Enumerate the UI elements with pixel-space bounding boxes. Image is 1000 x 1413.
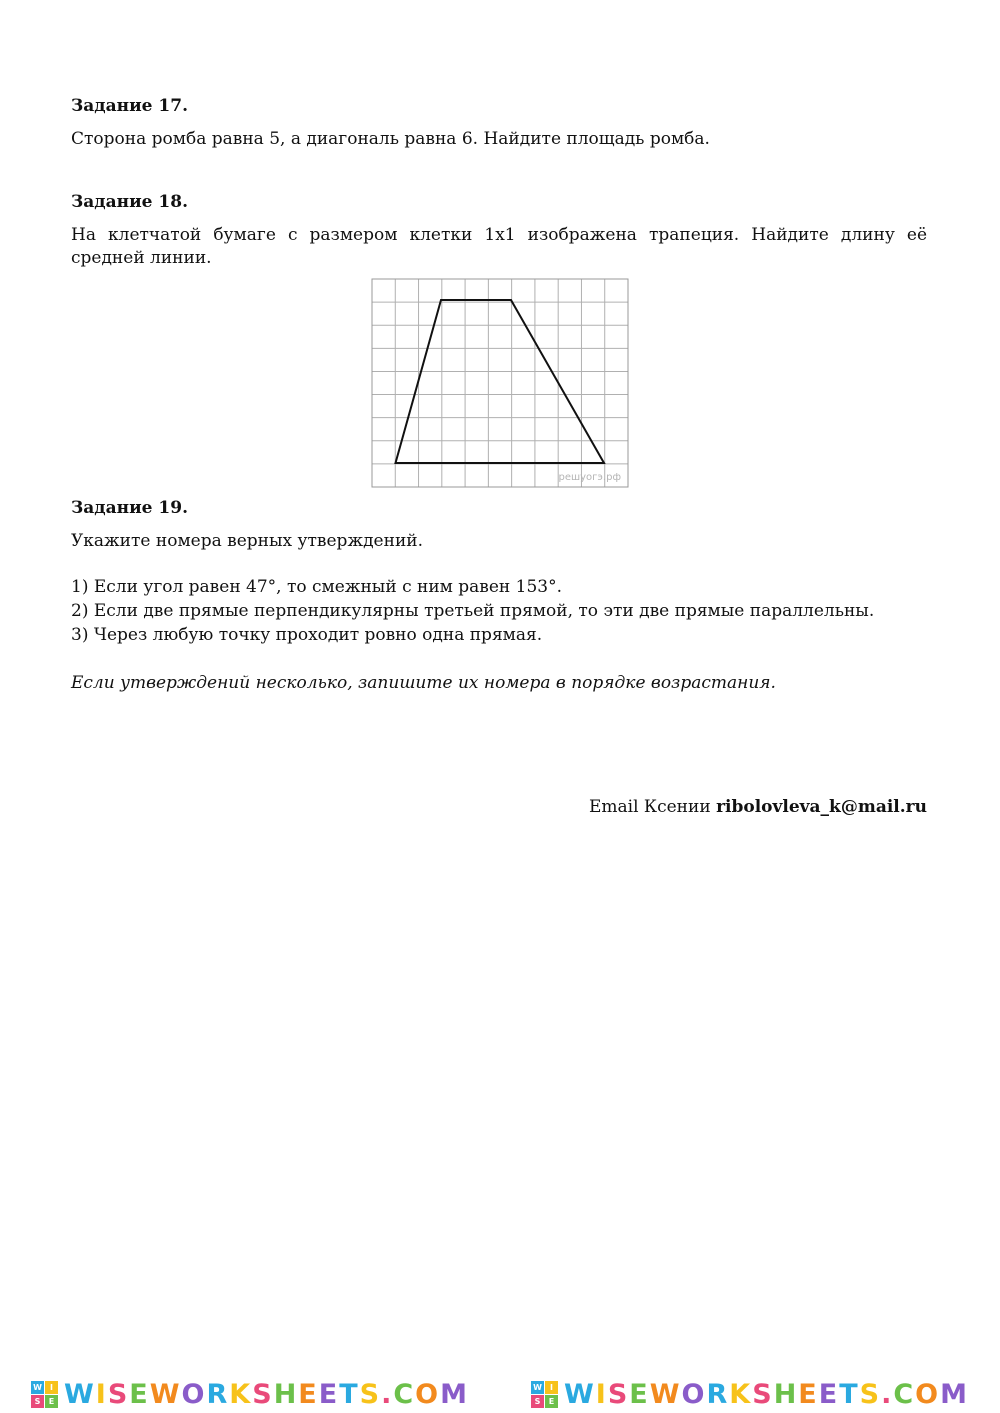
figure-watermark: решуогэ.рф <box>558 472 621 483</box>
trapezoid-grid-figure <box>371 278 629 488</box>
watermark-brand-text: WISEWORKSHEETS.COM <box>64 1378 469 1410</box>
task17-text: Сторона ромба равна 5, а диагональ равна 6. Найдите площадь ромба. <box>71 129 710 149</box>
watermark-badge-icon: W I S E <box>31 1381 58 1408</box>
statement-3: 3) Через любую точку проходит ровно одна прямая. <box>71 625 543 645</box>
statement-1: 1) Если угол равен 47°, то смежный с ним равен 153°. <box>71 577 563 597</box>
contact-label: Email Ксении <box>588 797 711 817</box>
task18-text-line2: средней линии. <box>71 248 212 268</box>
task18-text-line1: На клетчатой бумаге с размером клетки 1x1 изображена трапеция. Найдите длину её <box>71 225 927 245</box>
trapezoid <box>396 300 605 463</box>
task19-intro: Укажите номера верных утверждений. <box>71 531 424 551</box>
statement-2: 2) Если две прямые перпендикулярны третьей прямой, то эти две прямые параллельны. <box>71 601 875 621</box>
watermark-logo-right <box>531 1379 969 1410</box>
task19-note: Если утверждений несколько, запишите их номера в порядке возрастания. <box>71 673 776 693</box>
watermark-badge-icon: W I S E <box>531 1381 558 1408</box>
contact-line <box>589 797 927 817</box>
footer-watermark <box>0 1375 1000 1413</box>
watermark-brand-text: WISEWORKSHEETS.COM <box>564 1378 969 1410</box>
grid-lines <box>372 279 628 487</box>
grid-border <box>372 279 628 487</box>
task19-heading: Задание 19. <box>71 498 188 518</box>
task18-heading: Задание 18. <box>71 192 188 212</box>
task17-heading: Задание 17. <box>71 96 188 116</box>
contact-email: ribolovleva_k@mail.ru <box>716 797 927 817</box>
watermark-logo-left <box>31 1379 469 1410</box>
